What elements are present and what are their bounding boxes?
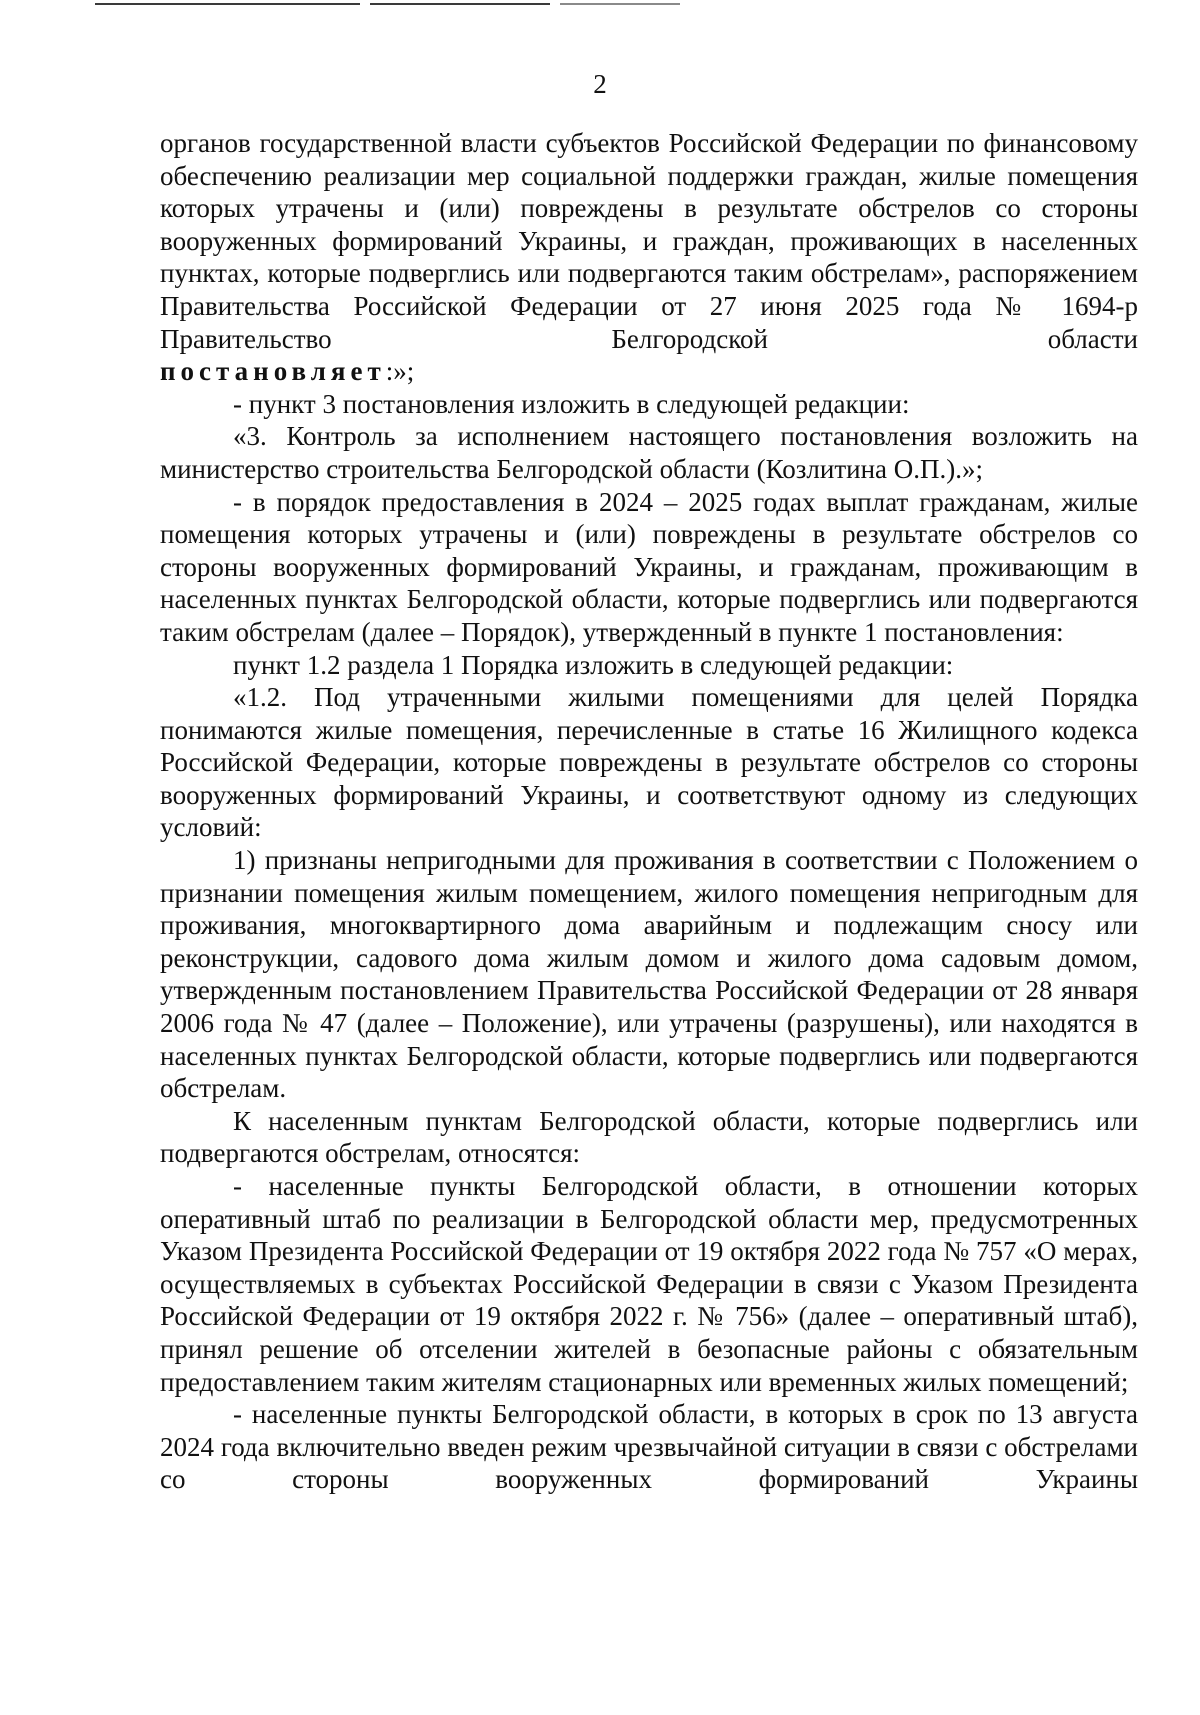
paragraph-procedure-amendment: - в порядок предоставления в 2024 – 2025 годах выплат гражданам, жилые помещения которых утрачены и (или) повреждены в результате обстрелов со стороны вооруженных формирований Украины, и гражданам, проживающим в населенных пунктах Белгородской области, которые подверглись или подвергаются таким обстрелам (далее – Порядок), утвержденный в пункте 1 постановления: — [160, 486, 1138, 647]
paragraph-settlements-intro: К населенным пунктам Белгородской области, которые подверглись или подвергаются обстрелам, относятся: — [160, 1105, 1138, 1169]
paragraph-clause-1-2-instruction: пункт 1.2 раздела 1 Порядка изложить в следующей редакции: — [233, 649, 954, 680]
paragraph-item-3-text: «3. Контроль за исполнением настоящего постановления возложить на министерство строительства Белгородской области (Козлитина О.П.).»; — [160, 421, 1138, 484]
paragraph-clause-1-2-text: «1.2. Под утраченными жилыми помещениями для целей Порядка понимаются жилые помещения, перечисленные в статье 16 Жилищного кодекса Российской Федерации, которые повреждены в результате обстрелов со стороны вооруженных формирований Украины, и соответствуют одному из следующих условий: — [160, 682, 1138, 843]
page-number: 2 — [593, 69, 607, 99]
document-body — [160, 127, 1138, 1496]
paragraph-resolves — [160, 355, 1138, 388]
paragraph-preamble: органов государственной власти субъектов Российской Федерации по финансовому обеспечению реализации мер социальной поддержки граждан, жилые помещения которых утрачены и (или) повреждены в результате обстрелов со стороны вооруженных формирований Украины, и граждан, проживающих в населенных пунктах, которые подверглись или подвергаются таким обстрелам», распоряжением Правительства Российской Федерации от 27 июня 2025 года № 1694-р Правительство Белгородской области — [160, 128, 1138, 354]
resolves-keyword: постановляет — [160, 356, 386, 387]
paragraph-settlements-evacuated: - населенные пункты Белгородской области, в отношении которых оперативный штаб по реализации в Белгородской области мер, предусмотренных Указом Президента Российской Федерации от 19 октября 2022 года № 757 «О мерах, осуществляемых в субъектах Российской Федерации в связи с Указом Президента Российской Федерации от 19 октября 2022 г. № 756» (далее – оперативный штаб), принял решение об отселении жителей в безопасные районы с обязательным предоставлением таким жителям стационарных или временных жилых помещений; — [160, 1171, 1138, 1397]
scan-artifact-top-edge — [0, 3, 1200, 6]
paragraph-item-3-instruction: - пункт 3 постановления изложить в следующей редакции: — [233, 388, 910, 419]
resolves-tail: :»; — [385, 356, 415, 387]
paragraph-settlements-emergency: - населенные пункты Белгородской области, в которых в срок по 13 августа 2024 года включительно введен режим чрезвычайной ситуации в связи с обстрелами со стороны вооруженных формирований Украины — [160, 1399, 1138, 1495]
paragraph-condition-1: 1) признаны непригодными для проживания в соответствии с Положением о признании помещения жилым помещением, жилого помещения непригодным для проживания, многоквартирного дома аварийным и подлежащим сносу или реконструкции, садового дома жилым домом и жилого дома садовым домом, утвержденным постановлением Правительства Российской Федерации от 28 января 2006 года № 47 (далее – Положение), или утрачены (разрушены), или находятся в населенных пунктах Белгородской области, которые подверглись или подвергаются обстрелам. — [160, 845, 1138, 1104]
